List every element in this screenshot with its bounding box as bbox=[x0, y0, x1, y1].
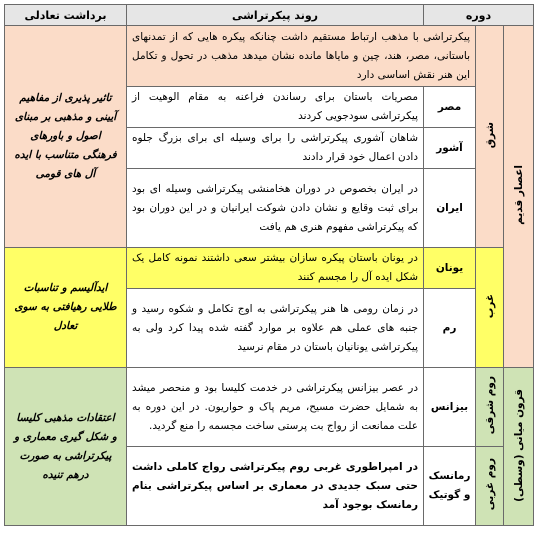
rome-text: در زمان رومی ها هنر پیکرتراشی به اوج تکامل و شکوه رسید و جنبه های عملی هم علاوه بر موارد گفته شده پیدا کرد ولی به پیکرتراشی یونانیان باستان در مقام نرسید bbox=[127, 289, 424, 368]
egypt-label: مصر bbox=[424, 87, 476, 128]
row-byzantine bbox=[5, 368, 534, 447]
header-interpretation: برداشت تعادلی bbox=[5, 5, 127, 26]
ancient-intro-text: پیکرتراشی با مذهب ارتباط مستقیم داشت چنانکه پیکره هایی که از تمدنهای باستانی، مصر، هند، چین و مایاها مانده نشان میدهد مذهب در تحول و تکامل این هنر نقش اساسی دارد bbox=[127, 26, 476, 87]
west-rome-label: روم غربی bbox=[476, 447, 504, 526]
east-rome-label: روم شرقی bbox=[476, 368, 504, 447]
byzantine-text: در عصر بیزانس پیکرتراشی در خدمت کلیسا بود و منحصر میشد به شمایل حضرت مسیح، مریم پاک و حواریون. در این دوره به علت ممانعت از رواج بت پرستی ساخت مجسمه را منع گردید. bbox=[127, 368, 424, 447]
iran-label: ایران bbox=[424, 169, 476, 248]
greece-text: در یونان باستان پیکره سازان بیشتر سعی داشتند نمونه کامل یک شکل ایده آل را مجسم کنند bbox=[127, 248, 424, 289]
greece-label: یونان bbox=[424, 248, 476, 289]
row-greece bbox=[5, 248, 534, 289]
romanesque-label: رمانسک و گوتیک bbox=[424, 447, 476, 526]
iran-text: در ایران بخصوص در دوران هخامنشی پیکرتراشی وسیله ای بود برای ثبت وقایع و نشان دادن شوکت ایرانیان و در این دوران بود که پیکرتراشی مفهوم هنری هم یافت bbox=[127, 169, 424, 248]
medieval-outcome: اعتقادات مذهبی کلیسا و شکل گیری معماری و پیکرتراشی به صورت درهم تنیده bbox=[5, 368, 127, 526]
sculpture-history-table bbox=[4, 4, 534, 526]
assur-label: آشور bbox=[424, 128, 476, 169]
period-medieval-label: قرون میانی (وسطی) bbox=[504, 368, 534, 526]
rome-label: رم bbox=[424, 289, 476, 368]
header-row bbox=[5, 5, 534, 26]
header-trend: روند پیکرتراشی bbox=[127, 5, 424, 26]
assur-text: شاهان آشوری پیکرتراشی را برای وسیله ای برای بزرگ جلوه دادن اعمال خود قرار دادند bbox=[127, 128, 424, 169]
region-east-label: شرق bbox=[476, 26, 504, 248]
header-period: دوره bbox=[424, 5, 534, 26]
row-ancient-intro bbox=[5, 26, 534, 87]
egypt-text: مصریات باستان برای رساندن فراعنه به مقام الوهیت از پیکرتراشی سودجویی کردند bbox=[127, 87, 424, 128]
romanesque-text: در امپراطوری غربی روم پیکرتراشی رواج کاملی داشت حتی سبک جدیدی در معماری بر اساس پیکرتراشی بنام رمانسک بوجود آمد bbox=[127, 447, 424, 526]
region-west-label: غرب bbox=[476, 248, 504, 368]
east-outcome: تاثیر پذیری از مفاهیم آیینی و مذهبی بر مبنای اصول و باورهای فرهنگی متناسب با ایده آل های قومی bbox=[5, 26, 127, 248]
period-ancient-label: اعصار قدیم bbox=[504, 26, 534, 368]
west-outcome: ایدآلیسم و تناسبات طلایی رهیافتی به سوی تعادل bbox=[5, 248, 127, 368]
byzantine-label: بیزانس bbox=[424, 368, 476, 447]
